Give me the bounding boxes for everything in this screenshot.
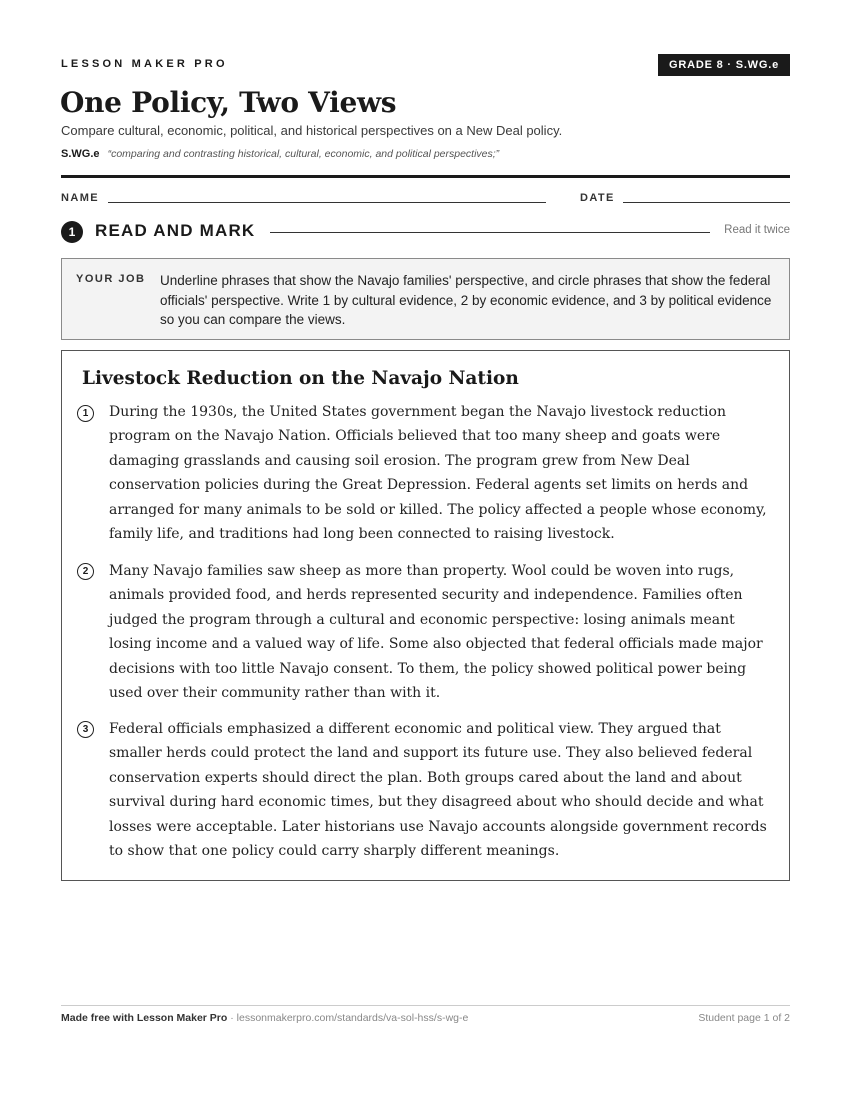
- section-number-badge: 1: [61, 221, 83, 243]
- date-line[interactable]: [623, 202, 790, 203]
- paragraph-number: 3: [77, 721, 94, 738]
- standard-text: “comparing and contrasting historical, cultural, economic, and political perspectives;”: [107, 148, 500, 160]
- header-divider: [61, 175, 790, 178]
- paragraph-text: Many Navajo families saw sheep as more than property. Wool could be woven into rugs, animals provided food, and herds represented security and independence. Families often judged the program through a cultural and economic perspective: losing animals meant losing income and a valued way of life. Some also objected that federal officials made major decisions with too little Navajo consent. To them, the policy showed political power being used over their community rather than with it.: [109, 563, 763, 702]
- footer-url[interactable]: lessonmakerpro.com/standards/va-sol-hss/s-wg-e: [236, 1012, 469, 1024]
- section-note: Read it twice: [724, 224, 790, 236]
- footer-made-with: Made free with Lesson Maker Pro: [61, 1012, 228, 1024]
- paragraph-number: 2: [77, 563, 94, 580]
- name-line[interactable]: [108, 202, 546, 203]
- standard-line: [61, 148, 499, 160]
- brand-name: LESSON MAKER PRO: [61, 58, 228, 70]
- page-title: One Policy, Two Views: [60, 86, 397, 119]
- footer-separator: ·: [227, 1012, 237, 1024]
- paragraph-text: Federal officials emphasized a different economic and political view. They argued that smaller herds could protect the land and support its future use. They also believed federal conservation experts should direct the plan. Both groups cared about the land and about survival during hard economic times, but they disagreed about who should decide and what losses were acceptable. Later historians use Navajo accounts alongside government records to show that one policy could carry sharply different meanings.: [109, 721, 767, 860]
- instructions-text: Underline phrases that show the Navajo families' perspective, and circle phrases that show the federal officials' perspective. Write 1 by cultural evidence, 2 by economic evidence, and 3 by political evidence so you can compare the views.: [160, 273, 772, 327]
- standard-code: S.WG.e: [61, 148, 100, 160]
- date-label: DATE: [580, 192, 615, 204]
- top-bar: [61, 57, 790, 79]
- reading-passage: [61, 350, 790, 881]
- footer-page-number: Student page 1 of 2: [698, 1012, 790, 1024]
- name-label: NAME: [61, 192, 99, 204]
- section-divider: [270, 232, 710, 233]
- footer-credit: [61, 1012, 468, 1024]
- footer-divider: [61, 1005, 790, 1006]
- instructions-box: [61, 258, 790, 340]
- section-title: READ AND MARK: [95, 221, 256, 240]
- instructions-label: YOUR JOB: [76, 273, 146, 285]
- grade-badge: GRADE 8 · S.WG.e: [658, 54, 790, 76]
- paragraph-number: 1: [77, 405, 94, 422]
- reading-title: Livestock Reduction on the Navajo Nation: [82, 368, 519, 389]
- paragraph-text: During the 1930s, the United States government began the Navajo livestock reduction program on the Navajo Nation. Officials believed that too many sheep and goats were damaging grasslands and causing soil erosion. The program grew from New Deal conservation policies during the Great Depression. Federal agents set limits on herds and arranged for many animals to be sold or killed. The policy affected a people whose economy, family life, and traditions had long been connected to raising livestock.: [109, 404, 767, 543]
- page-subtitle: Compare cultural, economic, political, and historical perspectives on a New Deal policy.: [61, 123, 563, 138]
